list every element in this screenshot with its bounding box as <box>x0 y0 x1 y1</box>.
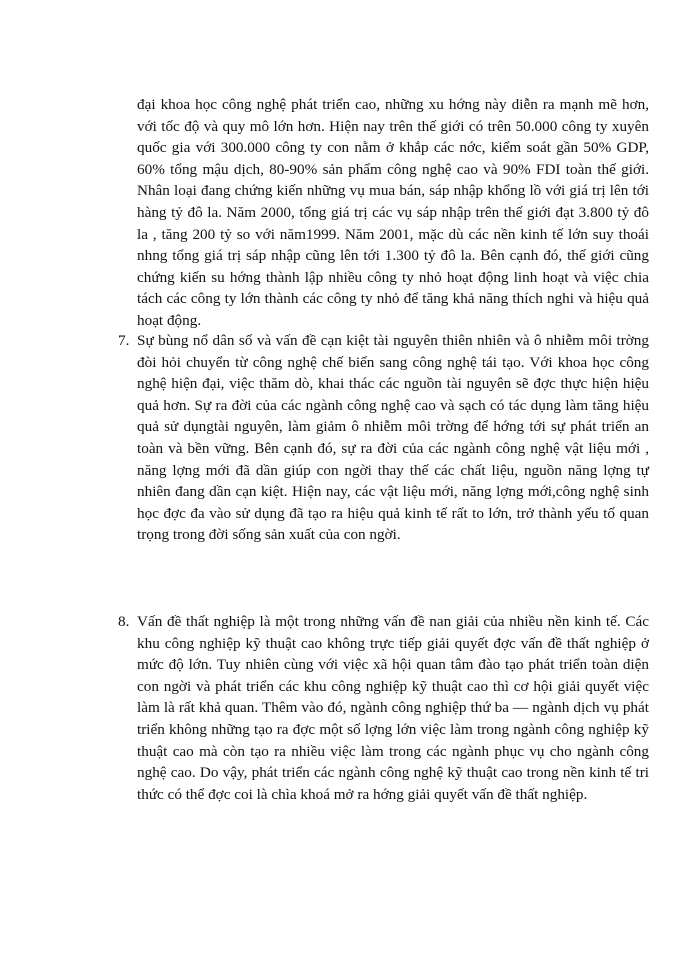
list-item-text: Sự bùng nổ dân số và vấn đề cạn kiệt tài nguyên thiên nhiên và ô nhiễm môi trờng đòi hỏi chuyển từ công nghệ chế biến sang công nghệ tái tạo. Với khoa học công nghệ hiện đại, việc thăm dò, khai thác các nguồn tài nguyên sẽ đợc thực hiện hiệu quả hơn. Sự ra đời của các ngành công nghệ cao và sạch có tác dụng làm tăng hiệu quả sử dụngtài nguyên, làm giảm ô nhiễm môi trờng để hớng tới sự phát triển an toàn và bền vững. Bên cạnh đó, sự ra đời của các ngành công nghệ vật liệu mới , năng lợng mới đã dần giúp con ngời thay thế các chất liệu, nguồn năng lợng tự nhiên đang dần cạn kiệt. Hiện nay, các vật liệu mới, năng lợng mới,công nghệ sinh học đợc đa vào sử dụng đã tạo ra hiệu quả kinh tế rất to lớn, trở thành yếu tố quan trọng trong đời sống sản xuất của con ngời. <box>137 332 649 544</box>
list-item-number: 8. <box>118 613 130 630</box>
continuation-paragraph: đại khoa học công nghệ phát triển cao, những xu hớng này diễn ra mạnh mẽ hơn, với tốc độ và quy mô lớn hơn. Hiện nay trên thế giới có trên 50.000 công ty xuyên quốc gia với 300.000 công ty con nằm ở khắp các nớc, kiểm soát gần 50% GDP, 60% tổng mậu dịch, 80-90% sản phẩm công nghệ cao và 90% FDI toàn thế giới. Nhân loại đang chứng kiến những vụ mua bán, sáp nhập khổng lồ với giá trị lên tới hàng tỷ đô la. Năm 2000, tổng giá trị các vụ sáp nhập trên thế giới đạt 3.800 tỷ đô la , tăng 200 tỷ so với năm1999. Năm 2001, mặc dù các nền kinh tế lớn suy thoái nhng tổng giá trị sáp nhập cũng lên tới 1.300 tỷ đô la. Bên cạnh đó, thế giới cũng chứng kiến su hớng thành lập nhiều công ty nhỏ hoạt động linh hoạt và việc chia tách các công ty lớn thành các công ty nhỏ để tăng khả năng thích nghi và hiệu quả hoạt động. <box>137 96 649 329</box>
list-item-text: Vấn đề thất nghiệp là một trong những vấn đề nan giải của nhiều nền kinh tế. Các khu công nghiệp kỹ thuật cao không trực tiếp giải quyết đợc vấn đề thất nghiệp ở mức độ lớn. Tuy nhiên cùng với việc xã hội quan tâm đào tạo phát triển toàn diện con ngời và phát triển các khu công nghiệp kỹ thuật cao thì cơ hội giải quyết việc làm là rất khả quan. Thêm vào đó, ngành công nghiệp thứ ba — ngành dịch vụ phát triển không những tạo ra đợc một số lợng lớn việc làm trong ngành công nghiệp kỹ thuật cao mà còn tạo ra nhiều việc làm trong các ngành phục vụ cho ngành công nghệ cao. Do vậy, phát triển các ngành công nghệ kỹ thuật cao trong nền kinh tế tri thức có thể đợc coi là chìa khoá mở ra hớng giải quyết vấn đề thất nghiệp. <box>137 613 649 803</box>
list-item-number: 7. <box>118 332 130 349</box>
